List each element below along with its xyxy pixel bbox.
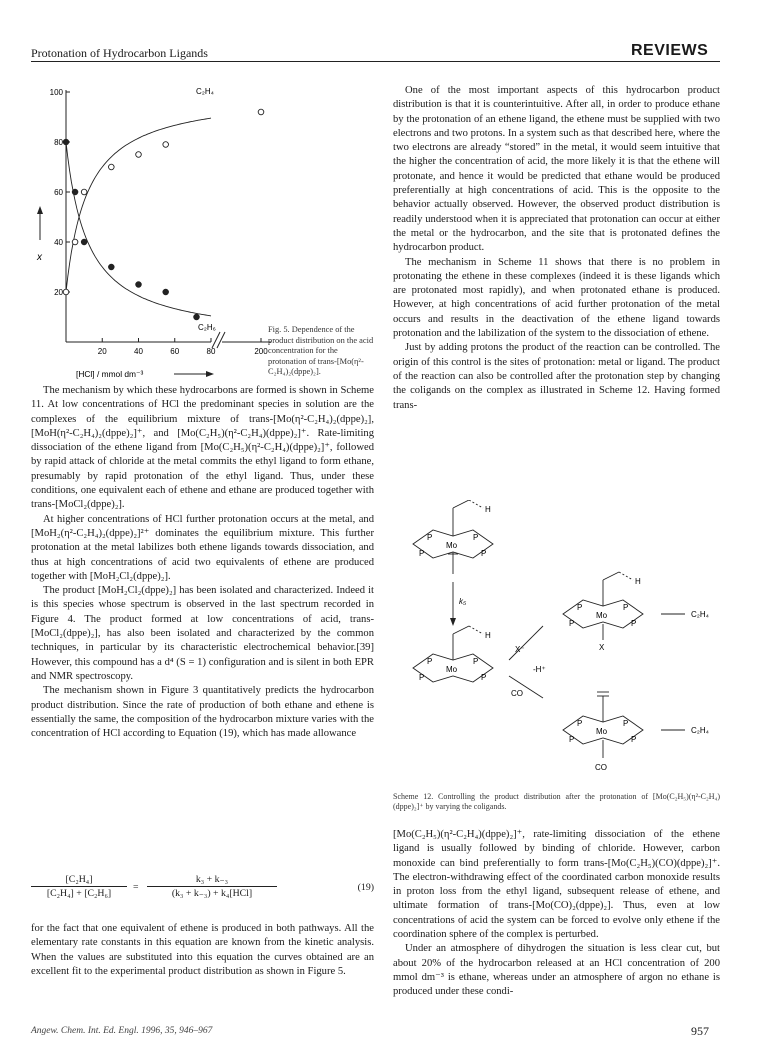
- equation-lhs-denominator: [C₂H₄] + [C₂H₆]: [46, 888, 112, 899]
- k5-rate-label: k₅: [459, 597, 467, 606]
- header-rule: [31, 61, 720, 62]
- ethene-data-point: [72, 239, 78, 245]
- left-column: [31, 384, 374, 741]
- equation-equals: =: [133, 882, 139, 893]
- paragraph: The mechanism in Scheme 11 shows that there is no problem in protonating the ethene in these complexes (indeed it is these ligands which are protonated most rapidly), and when protonated ethane is produced. However, at high concentrations of acid further protonation of the metal occurs and results in the deactivation of the ethene ligand towards protonation and the labilization of the system to the dissociation of ethene.: [393, 256, 720, 340]
- phosphorus-label: P: [569, 619, 575, 628]
- paragraph: Just by adding protons the product of the reaction can be controlled. The origin of this control is the sites of protonation: metal or ligand. The product of the reaction can also be controlled after the protonation step by changing the coligands on the complex as illustrated in Scheme 12. Having formed trans-: [393, 342, 720, 411]
- ethane-data-point: [81, 239, 87, 245]
- paragraph: [Mo(C₂H₅)(η²-C₂H₄)(dppe)₂]⁺, rate-limiting dissociation of the ethene ligand is usually followed by binding of chloride. However, carbon monoxide can bind preferentially to form trans-[Mo(C₂H₅)(CO)(dppe)₂]⁺. The electron-withdrawing effect of the coordinated carbon monoxide results in proton loss from the ethyl ligand, subsequent release of ethene, and ultimate formation of trans-[Mo(CO)₂(dppe)₂]. Thus, even at low concentrations of acid the system can be forced to evolve only ethene if the coordination sphere of the complex is perturbed.: [393, 829, 720, 941]
- section-label: REVIEWS: [631, 42, 709, 59]
- x-minus-reagent-label: X⁻: [515, 645, 525, 654]
- molybdenum-label: Mo: [446, 541, 458, 550]
- phosphorus-label: P: [473, 657, 479, 666]
- y-tick-label: 20: [54, 288, 63, 297]
- ethyl-bond: [453, 500, 469, 508]
- phosphorus-label: P: [631, 619, 637, 628]
- equation-number: (19): [357, 882, 374, 893]
- paragraph: Under an atmosphere of dihydrogen the situation is less clear cut, but about 20% of the hydrocarbon released at an HCl concentration of 200 mmol dm⁻³ is ethane, whereas under an atmosphere of argon no ethane is produced under these condi-: [393, 943, 720, 998]
- deprotonation-label: -H⁺: [533, 665, 546, 674]
- ethene-product-label: C₂H₄: [691, 726, 709, 735]
- ethene-data-point: [81, 189, 87, 195]
- x-tick-label: 60: [170, 347, 180, 356]
- x-ticks: [98, 338, 268, 356]
- ethane-data-point: [136, 282, 142, 288]
- paragraph: At higher concentrations of HCl further protonation occurs at the metal, and [MoH₂(η²-C₂H₄)₂(dppe)₂]²⁺ dominates the equilibrium mixture. This further protonation at the metal labilizes both ethene ligands towards dissociation, and thus at high concentrations of acid two equivalents of ethene are produced together with [MoH₂Cl₂(dppe)₂].: [31, 513, 374, 582]
- phosphorus-label: P: [481, 673, 487, 682]
- ethene-data-point: [258, 109, 264, 115]
- paragraph: One of the most important aspects of this hydrocarbon product distribution is that it is counterintuitive. After all, in order to produce ethane by the protonation of an ethene ligand, the ethene must be supplied with two electrons and two protons. In a system such as that described here, where the two electrons are already “stored” in the metal, it would seem intuitive that the higher the concentration of acid, the more likely it is that the ethene will protonate, and hence it would be predicted that ethane would be produced preferentially at high concentrations of acid. This is the opposite to the behavior actually observed. However, the observed product distribution is readily understood when it is appreciated that protonation can occur at either the metal or the hydrocarbon, and the site that is protonated defines the hydrocarbon product.: [393, 85, 720, 254]
- molybdenum-label: Mo: [446, 665, 458, 674]
- phosphorus-label: P: [623, 603, 629, 612]
- y-tick-label: 80: [54, 138, 63, 147]
- hydrogen-label: H: [485, 505, 491, 514]
- co-reagent-label: CO: [511, 689, 523, 698]
- y-tick-label: 100: [49, 88, 63, 97]
- ethyl-bond: [603, 572, 619, 580]
- ethane-data-point: [72, 189, 78, 195]
- axis-break-mark: [217, 332, 225, 348]
- data-points: [63, 109, 264, 320]
- scheme-12: [393, 500, 720, 800]
- ethane-data-point: [63, 139, 69, 145]
- phosphorus-label: P: [427, 657, 433, 666]
- x-tick-label: 200: [254, 347, 268, 356]
- scheme-12-svg: [393, 500, 720, 792]
- ethene-data-point: [136, 152, 142, 158]
- paragraph: The mechanism shown in Figure 3 quantitatively predicts the hydrocarbon product distribution. Since the rate of production of both ethane and ethene is essentially the same, the composition of the hydrocarbon mixture varies with the concentration of HCl according to Equation (19), which has made allowance: [31, 685, 374, 740]
- ethane-data-point: [163, 289, 169, 295]
- arrow-to-x-complex: [509, 626, 543, 660]
- y-ticks: [50, 88, 70, 297]
- axis-break-mark: [212, 332, 220, 348]
- x-tick-label: 20: [97, 347, 107, 356]
- phosphorus-label: P: [427, 533, 433, 542]
- ethyl-bond: [453, 626, 469, 634]
- figure-5-plot: [26, 80, 290, 388]
- molybdenum-label: Mo: [596, 727, 608, 736]
- ethene-fit-curve: [66, 118, 211, 292]
- page-number: 957: [691, 1024, 709, 1038]
- equation-rhs-numerator: k₃ + k₋₃: [147, 874, 277, 887]
- y-tick-label: 40: [54, 238, 63, 247]
- ethene-product-label: C₂H₄: [691, 610, 709, 619]
- ethene-data-point: [109, 164, 115, 170]
- phosphorus-label: P: [419, 673, 425, 682]
- phosphorus-label: P: [569, 735, 575, 744]
- phosphorus-label: P: [631, 735, 637, 744]
- ethene-data-point: [63, 289, 69, 295]
- right-column-continued: [393, 828, 720, 1000]
- ethane-curve-label: C₂H₆: [198, 323, 216, 332]
- ethene-curve-label: C₂H₄: [196, 87, 214, 96]
- x-axis-label: [HCl] / mmol dm⁻³: [76, 369, 144, 379]
- agostic-bond: [469, 626, 483, 634]
- phosphorus-label: P: [577, 603, 583, 612]
- phosphorus-label: P: [419, 549, 425, 558]
- paragraph: The product [MoH₂Cl₂(dppe)₂] has been isolated and characterized. Indeed it is this species whose spectrum is observed in the last spectrum recorded in Figure 4. The product formed at low concentrations of acid, trans-[MoCl₂(dppe)₂], has also been isolated and characterized by the common techniques, in particular by its characteristic electrochemical behavior.[39] However, this compound has a d⁴ (S = 1) configuration and is silent in both EPR and NMR spectroscopy.: [31, 585, 374, 682]
- phosphorus-label: P: [623, 719, 629, 728]
- x-ligand-label: X: [599, 643, 605, 652]
- right-column: [393, 84, 720, 413]
- ethane-fit-curve: [66, 142, 211, 316]
- equation-lhs: [31, 874, 127, 899]
- hydrogen-label: H: [485, 631, 491, 640]
- ethane-data-point: [109, 264, 115, 270]
- y-tick-label: 60: [54, 188, 63, 197]
- phosphorus-label: P: [481, 549, 487, 558]
- y-axis-arrowhead: [37, 206, 43, 214]
- equation-19: [31, 874, 374, 914]
- ethane-data-point: [194, 314, 200, 320]
- y-axis-label: x: [37, 252, 42, 263]
- agostic-bond: [469, 500, 483, 508]
- co-ligand-label: CO: [595, 763, 607, 772]
- paragraph: for the fact that one equivalent of ethene is produced in both pathways. All the elementary rate constants in this equation are known from the kinetic analysis. When the values are substituted into this equation the curves obtained are an excellent fit to the experimental product distribution as shown in Figure 5.: [31, 923, 374, 977]
- figure-5-svg: [26, 80, 290, 388]
- equation-rhs: [147, 874, 277, 899]
- figure-5-caption: Fig. 5. Dependence of the product distribution on the acid concentration for the protonation of trans-[Mo(η²-C₂H₄)₂(dppe)₂].: [268, 325, 374, 377]
- journal-citation: Angew. Chem. Int. Ed. Engl. 1996, 35, 946–967: [31, 1026, 213, 1036]
- arrowhead: [450, 618, 456, 626]
- x-tick-label: 80: [206, 347, 216, 356]
- equation-rhs-denominator: (k₃ + k₋₃) + k₄[HCl]: [171, 888, 253, 899]
- equation-lhs-numerator: [C₂H₄]: [31, 874, 127, 887]
- complex-ethyl-ethene: [413, 500, 493, 574]
- x-axis-arrowhead: [206, 371, 214, 377]
- ethene-data-point: [163, 142, 169, 148]
- x-tick-label: 40: [134, 347, 143, 356]
- hydrogen-label: H: [635, 577, 641, 586]
- running-title: Protonation of Hydrocarbon Ligands: [31, 46, 208, 60]
- agostic-bond: [619, 572, 633, 580]
- left-column-continued: [31, 922, 374, 979]
- paragraph: The mechanism by which these hydrocarbons are formed is shown in Scheme 11. At low concentrations of HCl the predominant species in solution are the complexes of the equilibrium mixture of trans-[Mo(η²-C₂H₄)₂(dppe)₂], [MoH(η²-C₂H₄)₂(dppe)₂]⁺, and [Mo(C₂H₅)(η²-C₂H₄)(dppe)₂]⁺. Rate-limiting dissociation of the ethene ligand from [Mo(C₂H₅)(η²-C₂H₄)(dppe)₂]⁺, followed by rapid attack of chloride at the metal commits the ethyl ligand to form ethane, presumably by rapid protonation of the ethyl ligand. Thus, under these conditions, one equivalent each of ethene and ethane are produced together with trans-[MoCl₂(dppe)₂].: [31, 385, 374, 511]
- phosphorus-label: P: [473, 533, 479, 542]
- phosphorus-label: P: [577, 719, 583, 728]
- scheme-12-caption: Scheme 12. Controlling the product distribution after the protonation of [Mo(C₂H₅)(η²-C₂H₄)(dppe)₂]⁺ by varying the coligands.: [393, 792, 720, 811]
- molybdenum-label: Mo: [596, 611, 608, 620]
